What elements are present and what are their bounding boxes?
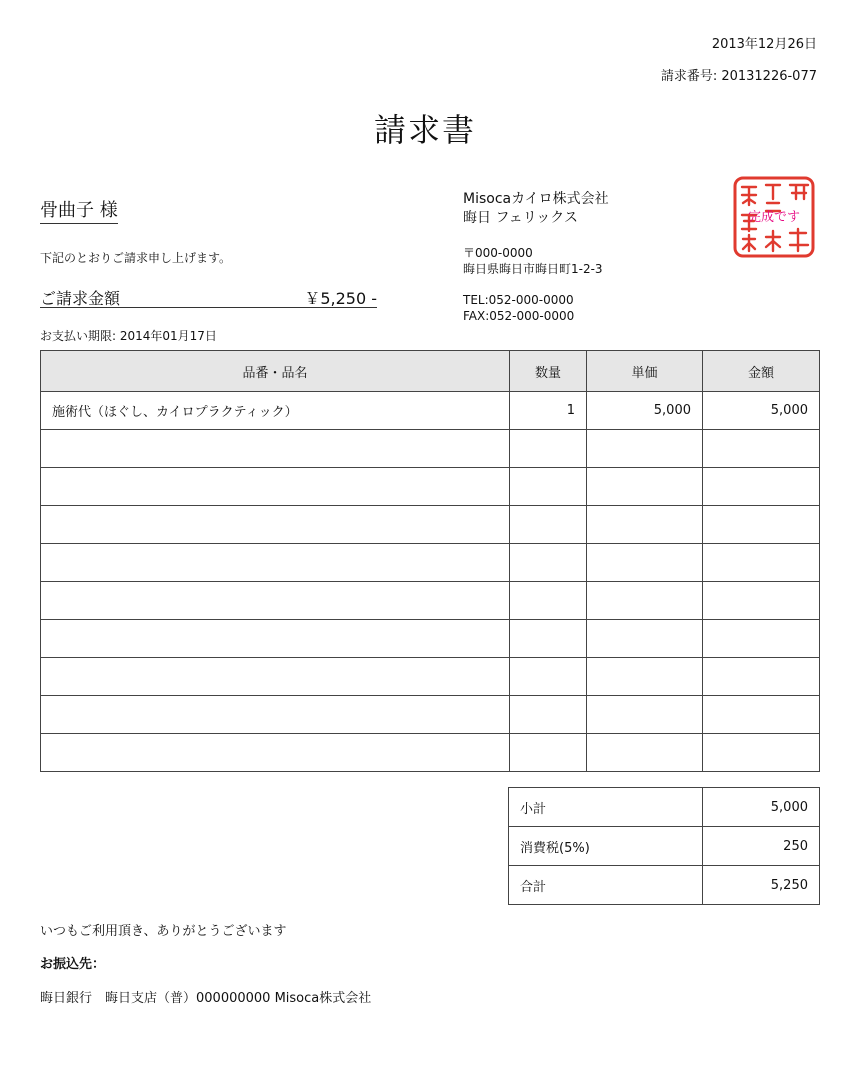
issuer-fax: FAX:052-000-0000 <box>463 309 575 323</box>
total-label: 合計 <box>509 866 703 905</box>
customer-name: 骨曲子 様 <box>40 196 118 224</box>
tax-label: 消費税(5%) <box>509 827 703 866</box>
empty-cell <box>510 620 587 658</box>
total-row <box>509 866 820 905</box>
empty-cell <box>510 468 587 506</box>
issuer-company: Misocaカイロ株式会社 <box>463 191 609 207</box>
empty-cell <box>587 620 703 658</box>
empty-cell <box>587 658 703 696</box>
empty-cell <box>41 468 510 506</box>
subtotal-row <box>509 788 820 827</box>
billing-amount-row <box>40 286 377 308</box>
issuer-block <box>463 190 609 228</box>
header-quantity: 数量 <box>510 351 587 392</box>
empty-table-row <box>41 734 820 772</box>
empty-cell <box>703 658 820 696</box>
empty-cell <box>41 506 510 544</box>
empty-cell <box>41 734 510 772</box>
empty-cell <box>510 582 587 620</box>
tax-value: 250 <box>703 827 820 866</box>
empty-cell <box>703 506 820 544</box>
issuer-address: 晦日県晦日市晦日町1-2-3 <box>463 262 603 276</box>
invoice-number: 請求番号: 20131226-077 <box>660 69 817 84</box>
invoice-date: 2013年12月26日 <box>711 37 817 52</box>
empty-cell <box>703 696 820 734</box>
empty-cell <box>587 430 703 468</box>
empty-table-row <box>41 620 820 658</box>
empty-cell <box>703 620 820 658</box>
issuer-person: 晦日 フェリックス <box>463 210 579 226</box>
thanks-message: いつもご利用頂き、ありがとうございます <box>40 924 287 939</box>
header-amount: 金額 <box>703 351 820 392</box>
item-amount-cell: 5,000 <box>703 392 820 430</box>
tax-row <box>509 827 820 866</box>
issuer-tel: TEL:052-000-0000 <box>463 293 574 307</box>
item-unit-price-cell: 5,000 <box>587 392 703 430</box>
billing-amount-label: ご請求金額 <box>40 289 121 308</box>
empty-cell <box>587 582 703 620</box>
empty-table-row <box>41 696 820 734</box>
empty-cell <box>510 658 587 696</box>
header-item-name: 品番・品名 <box>41 351 510 392</box>
empty-cell <box>703 544 820 582</box>
seal-overlay-text: 完成です <box>747 209 801 224</box>
company-seal-stamp <box>732 175 816 259</box>
billing-amount-value: ￥5,250 - <box>304 289 377 308</box>
empty-cell <box>510 544 587 582</box>
empty-cell <box>41 696 510 734</box>
empty-cell <box>703 734 820 772</box>
subtotal-label: 小計 <box>509 788 703 827</box>
item-quantity-cell: 1 <box>510 392 587 430</box>
empty-cell <box>41 544 510 582</box>
items-table <box>40 350 820 772</box>
empty-table-row <box>41 430 820 468</box>
empty-cell <box>41 430 510 468</box>
issuer-contact-block <box>463 292 574 324</box>
empty-cell <box>587 506 703 544</box>
item-name-cell: 施術代（ほぐし、カイロプラクティック） <box>41 392 510 430</box>
empty-cell <box>510 506 587 544</box>
empty-cell <box>510 696 587 734</box>
header-unit-price: 単価 <box>587 351 703 392</box>
empty-cell <box>587 544 703 582</box>
empty-cell <box>510 430 587 468</box>
bank-detail: 晦日銀行 晦日支店（普）000000000 Misoca株式会社 <box>40 991 372 1006</box>
totals-table <box>508 787 820 905</box>
issuer-address-block <box>463 245 603 277</box>
subtotal-value: 5,000 <box>703 788 820 827</box>
table-row <box>41 392 820 430</box>
empty-cell <box>41 658 510 696</box>
empty-cell <box>703 582 820 620</box>
empty-cell <box>41 620 510 658</box>
issuer-postal: 〒000-0000 <box>463 246 533 260</box>
empty-cell <box>587 696 703 734</box>
intro-text: 下記のとおりご請求申し上げます。 <box>40 251 232 265</box>
empty-table-row <box>41 544 820 582</box>
seal-icon <box>732 175 816 259</box>
empty-cell <box>703 430 820 468</box>
page-title: 請求書 <box>373 111 476 149</box>
empty-cell <box>587 468 703 506</box>
items-header-row <box>41 351 820 392</box>
total-value: 5,250 <box>703 866 820 905</box>
empty-table-row <box>41 506 820 544</box>
due-date: お支払い期限: 2014年01月17日 <box>40 329 217 343</box>
empty-table-row <box>41 658 820 696</box>
empty-cell <box>703 468 820 506</box>
empty-cell <box>510 734 587 772</box>
empty-table-row <box>41 468 820 506</box>
empty-table-row <box>41 582 820 620</box>
bank-label: お振込先： <box>40 957 106 972</box>
empty-cell <box>41 582 510 620</box>
empty-cell <box>587 734 703 772</box>
